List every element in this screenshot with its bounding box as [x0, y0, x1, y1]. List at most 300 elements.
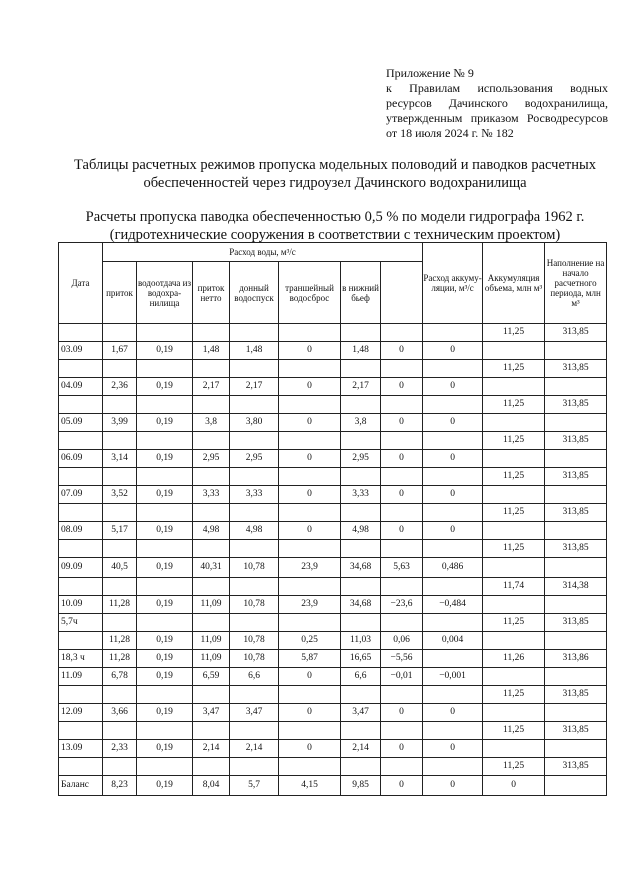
- cell-date: 13.09: [59, 740, 103, 758]
- table-cell: 10,78: [230, 558, 279, 578]
- table-cell: 0: [279, 704, 341, 722]
- table-cell: [423, 504, 483, 522]
- table-cell: 0,19: [137, 596, 193, 614]
- table-cell: 3,33: [230, 486, 279, 504]
- table-cell: 0: [381, 522, 423, 540]
- table-cell: 0,19: [137, 740, 193, 758]
- table-cell: [103, 686, 137, 704]
- table-cell: [423, 722, 483, 740]
- table-cell: [193, 540, 230, 558]
- cell-level: [545, 776, 607, 796]
- table-cell: [193, 758, 230, 776]
- table-cell: [423, 396, 483, 414]
- table-cell: [193, 686, 230, 704]
- cell-filling: [483, 522, 545, 540]
- cell-date: 18,3 ч: [59, 650, 103, 668]
- table-cell: [137, 360, 193, 378]
- table-cell: 3,33: [341, 486, 381, 504]
- table-cell: [381, 540, 423, 558]
- cell-level: 313,85: [545, 758, 607, 776]
- table-row: [59, 632, 607, 650]
- table-cell: 2,33: [103, 740, 137, 758]
- table-cell: 2,36: [103, 378, 137, 396]
- table-row: [59, 614, 607, 632]
- table-cell: [103, 432, 137, 450]
- table-cell: 3,47: [341, 704, 381, 722]
- cell-filling: [483, 558, 545, 578]
- table-cell: [279, 758, 341, 776]
- header-flow-group: Расход воды, м³/с: [103, 243, 423, 262]
- table-row: [59, 578, 607, 596]
- cell-level: 313,85: [545, 360, 607, 378]
- table-cell: 0: [381, 704, 423, 722]
- cell-level: 313,85: [545, 432, 607, 450]
- cell-filling: [483, 704, 545, 722]
- table-row: [59, 342, 607, 360]
- table-row: [59, 650, 607, 668]
- cell-date: [59, 758, 103, 776]
- table-cell: 11,03: [341, 632, 381, 650]
- cell-date: [59, 324, 103, 342]
- table-cell: 1,67: [103, 342, 137, 360]
- header-trench-spillway: траншейный водосброс: [279, 262, 341, 324]
- table-cell: [137, 614, 193, 632]
- cell-date: 06.09: [59, 450, 103, 468]
- table-cell: [193, 504, 230, 522]
- table-cell: 0: [423, 342, 483, 360]
- table-cell: [341, 614, 381, 632]
- header-bottom-outlet: донный водоспуск: [230, 262, 279, 324]
- cell-filling: [483, 378, 545, 396]
- header-accumulation-volume: Аккумуляция объема, млн м³: [483, 243, 545, 324]
- cell-level: 313,85: [545, 540, 607, 558]
- table-row: [59, 596, 607, 614]
- header-net-inflow: приток нетто: [193, 262, 230, 324]
- cell-date: Баланс: [59, 776, 103, 796]
- cell-filling: [483, 596, 545, 614]
- document-title-line-1: Таблицы расчетных режимов пропуска модельных половодий и паводков расчетных: [74, 157, 596, 173]
- table-cell: 0,19: [137, 632, 193, 650]
- table-cell: [381, 578, 423, 596]
- table-cell: [423, 540, 483, 558]
- table-cell: [103, 360, 137, 378]
- table-cell: 3,8: [341, 414, 381, 432]
- cell-filling: [483, 486, 545, 504]
- table-row: [59, 450, 607, 468]
- table-cell: 0: [279, 342, 341, 360]
- appendix-block: [386, 66, 608, 141]
- table-cell: 0: [423, 704, 483, 722]
- table-cell: [381, 504, 423, 522]
- cell-filling: 11,25: [483, 686, 545, 704]
- table-cell: 2,95: [230, 450, 279, 468]
- table-cell: 2,95: [193, 450, 230, 468]
- table-cell: [279, 324, 341, 342]
- table-cell: 23,9: [279, 558, 341, 578]
- table-cell: 1,48: [230, 342, 279, 360]
- cell-date: [59, 432, 103, 450]
- table-caption-line-1: Расчеты пропуска паводка обеспеченностью 0,5 % по модели гидрографа 1962 г.: [85, 209, 585, 225]
- header-filling: Наполнение на начало расчетного периода, млн м³: [545, 243, 607, 324]
- cell-filling: 11,25: [483, 758, 545, 776]
- table-cell: 0: [279, 522, 341, 540]
- table-row: [59, 324, 607, 342]
- appendix-line-1: Приложение № 9: [386, 66, 474, 80]
- table-cell: [137, 722, 193, 740]
- table-cell: 0,19: [137, 486, 193, 504]
- table-cell: 0,19: [137, 450, 193, 468]
- table-cell: 0,25: [279, 632, 341, 650]
- table-cell: [230, 614, 279, 632]
- table-cell: [381, 432, 423, 450]
- table-cell: [341, 468, 381, 486]
- table-cell: 11,09: [193, 650, 230, 668]
- table-cell: [381, 614, 423, 632]
- table-cell: 11,28: [103, 596, 137, 614]
- table-cell: [230, 468, 279, 486]
- table-cell: [193, 614, 230, 632]
- table-cell: [137, 540, 193, 558]
- table-body: [59, 324, 607, 796]
- cell-level: [545, 668, 607, 686]
- table-cell: [279, 686, 341, 704]
- cell-level: [545, 558, 607, 578]
- table-cell: 0: [381, 740, 423, 758]
- table-cell: 0: [279, 378, 341, 396]
- table-cell: 0: [279, 450, 341, 468]
- cell-filling: 0: [483, 776, 545, 796]
- table-cell: [423, 360, 483, 378]
- table-cell: 0: [423, 776, 483, 796]
- table-cell: [423, 578, 483, 596]
- table-cell: [341, 324, 381, 342]
- table-row: [59, 414, 607, 432]
- table-cell: [381, 686, 423, 704]
- table-cell: 5,87: [279, 650, 341, 668]
- table-cell: [279, 504, 341, 522]
- table-cell: [193, 432, 230, 450]
- cell-date: 08.09: [59, 522, 103, 540]
- table-cell: 2,14: [193, 740, 230, 758]
- table-cell: [137, 468, 193, 486]
- table-cell: [103, 396, 137, 414]
- table-cell: [341, 540, 381, 558]
- table-cell: 8,04: [193, 776, 230, 796]
- table-cell: [137, 324, 193, 342]
- table-cell: [193, 722, 230, 740]
- cell-filling: [483, 740, 545, 758]
- table-cell: 0: [279, 740, 341, 758]
- table-cell: [103, 324, 137, 342]
- table-cell: 1,48: [193, 342, 230, 360]
- table-cell: 6,78: [103, 668, 137, 686]
- cell-level: [545, 704, 607, 722]
- table-cell: 11,28: [103, 632, 137, 650]
- appendix-line-4: утвержденным приказом Росводресурсов: [386, 111, 608, 125]
- cell-date: 5,7ч: [59, 614, 103, 632]
- cell-level: 313,85: [545, 324, 607, 342]
- cell-date: [59, 632, 103, 650]
- cell-date: [59, 686, 103, 704]
- cell-level: 313,86: [545, 650, 607, 668]
- cell-level: [545, 740, 607, 758]
- table-cell: 3,66: [103, 704, 137, 722]
- cell-filling: 11,25: [483, 504, 545, 522]
- table-row: [59, 740, 607, 758]
- table-row: [59, 504, 607, 522]
- table-row: [59, 468, 607, 486]
- table-cell: [103, 758, 137, 776]
- header-withdrawal: водоотдача из водохра-нилища: [137, 262, 193, 324]
- table-cell: [230, 360, 279, 378]
- cell-date: 03.09: [59, 342, 103, 360]
- header-date: Дата: [59, 243, 103, 324]
- table-row: [59, 360, 607, 378]
- table-row: [59, 396, 607, 414]
- table-cell: 34,68: [341, 558, 381, 578]
- table-cell: 1,48: [341, 342, 381, 360]
- table-cell: 40,5: [103, 558, 137, 578]
- cell-date: [59, 504, 103, 522]
- table-cell: [230, 540, 279, 558]
- table-cell: 0: [423, 740, 483, 758]
- table-cell: 3,47: [193, 704, 230, 722]
- cell-level: 313,85: [545, 686, 607, 704]
- table-cell: [381, 468, 423, 486]
- table-cell: [423, 614, 483, 632]
- cell-date: [59, 360, 103, 378]
- table-cell: [193, 468, 230, 486]
- table-cell: [341, 360, 381, 378]
- table-cell: [423, 650, 483, 668]
- cell-level: [545, 378, 607, 396]
- cell-date: 11.09: [59, 668, 103, 686]
- cell-date: 10.09: [59, 596, 103, 614]
- cell-level: [545, 342, 607, 360]
- table-cell: −0,001: [423, 668, 483, 686]
- table-cell: 11,09: [193, 596, 230, 614]
- cell-filling: [483, 450, 545, 468]
- table-cell: 0,19: [137, 558, 193, 578]
- table-cell: [279, 432, 341, 450]
- cell-level: [545, 450, 607, 468]
- table-cell: [341, 504, 381, 522]
- table-cell: 0: [381, 776, 423, 796]
- table-cell: 2,17: [230, 378, 279, 396]
- table-cell: 5,7: [230, 776, 279, 796]
- table-cell: 8,23: [103, 776, 137, 796]
- cell-level: [545, 414, 607, 432]
- table-cell: 0,19: [137, 378, 193, 396]
- cell-level: [545, 632, 607, 650]
- table-cell: 6,6: [341, 668, 381, 686]
- table-cell: 9,85: [341, 776, 381, 796]
- table-cell: 0: [381, 342, 423, 360]
- table-cell: 2,14: [341, 740, 381, 758]
- cell-filling: [483, 342, 545, 360]
- table-cell: [423, 686, 483, 704]
- table-cell: [279, 396, 341, 414]
- table-cell: [279, 722, 341, 740]
- table-cell: 3,52: [103, 486, 137, 504]
- table-cell: 0,19: [137, 522, 193, 540]
- table-cell: 0: [381, 450, 423, 468]
- table-cell: [341, 722, 381, 740]
- cell-level: 313,85: [545, 468, 607, 486]
- table-cell: [341, 432, 381, 450]
- table-cell: [230, 396, 279, 414]
- table-cell: [137, 396, 193, 414]
- table-row: [59, 522, 607, 540]
- table-caption-line-2: (гидротехнические сооружения в соответствии с техническим проектом): [109, 227, 561, 243]
- table-cell: [230, 686, 279, 704]
- table-cell: [137, 504, 193, 522]
- table-cell: 3,80: [230, 414, 279, 432]
- table-cell: [423, 758, 483, 776]
- table-cell: [423, 432, 483, 450]
- table-cell: [193, 324, 230, 342]
- table-cell: 3,8: [193, 414, 230, 432]
- table-cell: 2,17: [341, 378, 381, 396]
- table-cell: [381, 758, 423, 776]
- table-cell: −0,01: [381, 668, 423, 686]
- table-cell: 0: [381, 486, 423, 504]
- table-cell: [341, 686, 381, 704]
- table-cell: [279, 578, 341, 596]
- table-cell: 0,19: [137, 342, 193, 360]
- table-cell: [137, 432, 193, 450]
- table-cell: 0: [279, 486, 341, 504]
- document-title: [40, 156, 630, 192]
- table-cell: 0: [423, 414, 483, 432]
- table-cell: 6,6: [230, 668, 279, 686]
- table-cell: [341, 396, 381, 414]
- cell-filling: 11,26: [483, 650, 545, 668]
- table-cell: 23,9: [279, 596, 341, 614]
- table-cell: 0: [279, 414, 341, 432]
- table-cell: 0,19: [137, 650, 193, 668]
- table-cell: 0: [381, 414, 423, 432]
- table-caption: [40, 208, 630, 244]
- table-cell: 6,59: [193, 668, 230, 686]
- table-cell: [381, 360, 423, 378]
- cell-filling: 11,25: [483, 396, 545, 414]
- appendix-line-5: от 18 июля 2024 г. № 182: [386, 126, 514, 140]
- cell-date: 07.09: [59, 486, 103, 504]
- table-cell: [279, 468, 341, 486]
- table-cell: 4,98: [341, 522, 381, 540]
- table-row: [59, 668, 607, 686]
- table-cell: 0: [279, 668, 341, 686]
- table-cell: [103, 578, 137, 596]
- table-cell: 2,17: [193, 378, 230, 396]
- table-cell: 40,31: [193, 558, 230, 578]
- table-row: [59, 432, 607, 450]
- table-cell: 0,004: [423, 632, 483, 650]
- table-cell: −0,484: [423, 596, 483, 614]
- appendix-line-2: к Правилам использования водных: [386, 81, 608, 95]
- cell-date: [59, 578, 103, 596]
- cell-date: [59, 396, 103, 414]
- table-cell: 0: [423, 378, 483, 396]
- table-cell: 3,99: [103, 414, 137, 432]
- cell-filling: 11,74: [483, 578, 545, 596]
- flood-calculation-table: [58, 242, 607, 796]
- table-cell: [279, 614, 341, 632]
- table-cell: 3,33: [193, 486, 230, 504]
- table-cell: [381, 722, 423, 740]
- cell-date: [59, 540, 103, 558]
- cell-level: [545, 596, 607, 614]
- header-inflow: приток: [103, 262, 137, 324]
- table-cell: [103, 722, 137, 740]
- table-cell: [230, 324, 279, 342]
- table-cell: 4,98: [193, 522, 230, 540]
- table-cell: [381, 396, 423, 414]
- cell-date: [59, 468, 103, 486]
- table-cell: −23,6: [381, 596, 423, 614]
- table-cell: [193, 396, 230, 414]
- cell-filling: 11,25: [483, 432, 545, 450]
- table-cell: [423, 324, 483, 342]
- appendix-line-3: ресурсов Дачинского водохранилища,: [386, 96, 608, 110]
- cell-date: 04.09: [59, 378, 103, 396]
- table-row: [59, 722, 607, 740]
- table-cell: [137, 578, 193, 596]
- cell-filling: [483, 668, 545, 686]
- cell-level: 313,85: [545, 614, 607, 632]
- table-row: [59, 686, 607, 704]
- table-cell: 0: [423, 450, 483, 468]
- table-cell: [230, 504, 279, 522]
- table-cell: [279, 360, 341, 378]
- table-cell: [103, 468, 137, 486]
- table-cell: 11,09: [193, 632, 230, 650]
- table-cell: [103, 504, 137, 522]
- table-cell: 0,19: [137, 704, 193, 722]
- table-cell: −5,56: [381, 650, 423, 668]
- table-cell: [279, 540, 341, 558]
- table-row: [59, 378, 607, 396]
- table-cell: 0: [423, 522, 483, 540]
- table-row: [59, 776, 607, 796]
- cell-date: [59, 722, 103, 740]
- table-cell: 10,78: [230, 650, 279, 668]
- table-cell: [193, 578, 230, 596]
- document-title-line-2: обеспеченностей через гидроузел Дачинского водохранилища: [143, 175, 527, 191]
- cell-level: 313,85: [545, 504, 607, 522]
- cell-level: [545, 522, 607, 540]
- table-cell: 5,17: [103, 522, 137, 540]
- cell-filling: [483, 632, 545, 650]
- table-cell: [230, 722, 279, 740]
- table-cell: 2,95: [341, 450, 381, 468]
- table-cell: [103, 614, 137, 632]
- table-cell: [230, 432, 279, 450]
- table-cell: [137, 758, 193, 776]
- table-cell: 0: [381, 378, 423, 396]
- table-cell: 5,63: [381, 558, 423, 578]
- table-cell: [341, 578, 381, 596]
- table-cell: 4,98: [230, 522, 279, 540]
- table-cell: 0,19: [137, 776, 193, 796]
- table-row: [59, 558, 607, 578]
- table-cell: 3,47: [230, 704, 279, 722]
- cell-filling: 11,25: [483, 324, 545, 342]
- table-cell: [230, 578, 279, 596]
- table-row: [59, 704, 607, 722]
- cell-level: [545, 486, 607, 504]
